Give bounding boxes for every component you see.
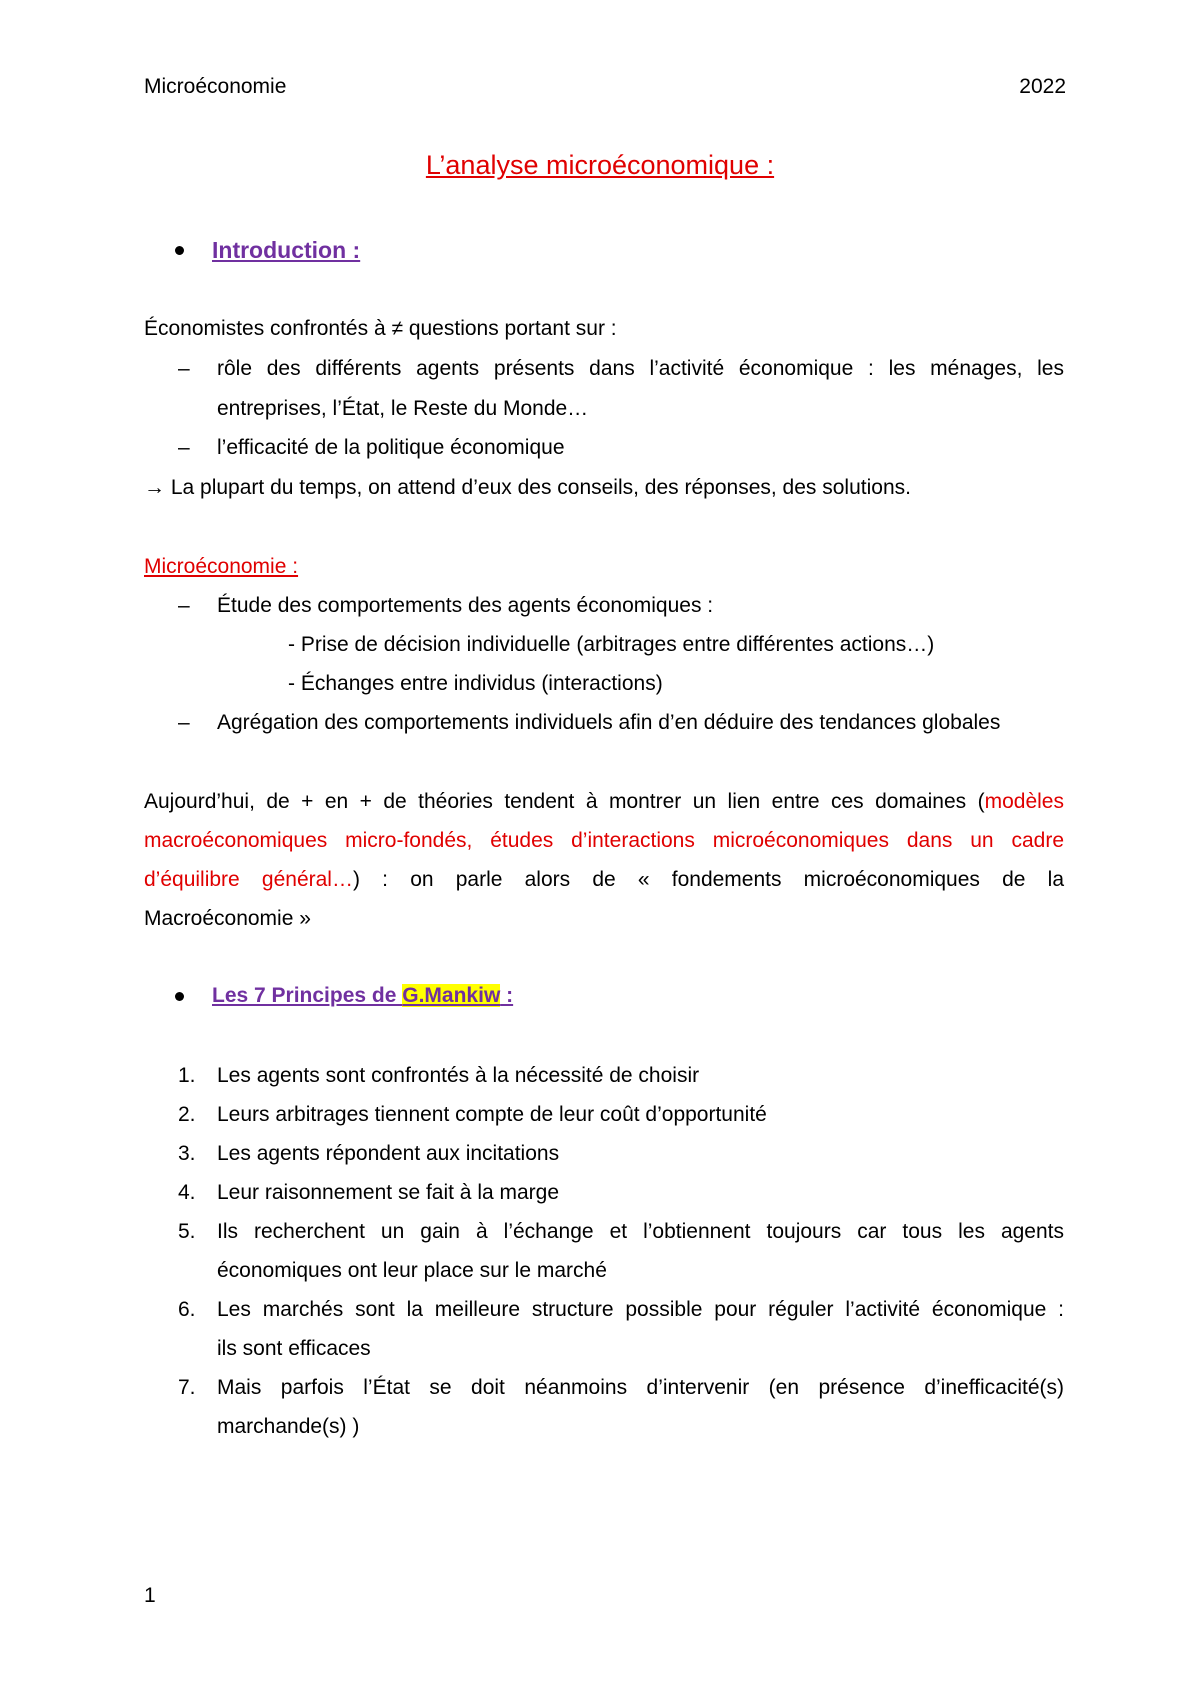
arrow-right-icon: → [144, 476, 165, 499]
header-year: 2022 [1019, 75, 1066, 98]
section-heading-principes [175, 984, 513, 1008]
bullet-icon [175, 246, 184, 255]
micro-sub-item-2: - Échanges entre individus (interactions) [288, 672, 663, 695]
dash-icon: – [178, 711, 190, 734]
intro-dash-1-line-1: rôle des différents agents présents dans l’activité économique : les ménages, les [217, 357, 1064, 380]
dash-icon: – [178, 436, 190, 459]
micro-dash-2: Agrégation des comportements individuels afin d’en déduire des tendances globales [217, 711, 1001, 734]
bullet-icon [175, 992, 184, 1001]
paragraph-text-1-red: modèles [984, 790, 1064, 813]
page-number: 1 [144, 1584, 156, 1607]
intro-dash-2: l’efficacité de la politique économique [217, 436, 565, 459]
micro-dash-1: Étude des comportements des agents économiques : [217, 594, 714, 617]
dash-icon: – [178, 357, 190, 380]
paragraph-line-1 [144, 790, 1064, 814]
paragraph-line-2: macroéconomiques micro-fondés, études d’interactions microéconomiques dans un cadre [144, 829, 1064, 852]
intro-conclusion [144, 476, 1064, 500]
mankiw-highlight: G.Mankiw [402, 984, 501, 1007]
intro-dash-1-line-2: entreprises, l’État, le Reste du Monde… [217, 397, 589, 420]
section-heading-introduction [175, 237, 360, 264]
paragraph-line-4: Macroéconomie » [144, 907, 311, 930]
introduction-heading-text: Introduction : [212, 237, 361, 263]
document-page: Microéconomie 2022 L’analyse microéconomique : Introduction : Économistes confrontés à ≠ questions portant sur : – rôle des différents agents présents dans l’activité économique : les ménages, les entreprises, l’État, le Reste du Monde… – l’efficacité de la politique économique → La plupart du temps, on attend d’eux des conseils, des réponses, des solutions. Microéconomie : – Étude des comportements des agents économiques : - Prise de décision individuelle (arbitrages entre différentes actions…) - Échanges entre individus (interactions) – Agrégation des comportements individuels afin d’en déduire des tendances globales Aujourd’hui, de + en + de théories tendent à montrer un lien entre ces domaines (modèles macroéconomiques micro-fondés, études d’interactions microéconomiques dans un cadre d’équilibre général…) : on parle alors de « fondements microéconomiques de la Macroéconomie » Les 7 Principes de G.Mankiw : 1. Les agents sont confrontés à la nécessité de choisir 2. Leurs arbitrages tiennent compte de leur coût d’opportunité 3. Les agents répondent aux incitations 4. Leur raisonnement se fait à la marge 5. Ils recherchent un gain à l’échange et l’obtiennent toujours car tous les agents économiques ont leur place sur le marché 6. Les marchés sont la meilleure structure possible pour réguler l’activité économique : ils sont efficaces 7. Mais parfois l’État se doit néanmoins d’intervenir (en présence d’inefficacité(s) marchande(s) ) 1 [0, 0, 1200, 1698]
page-title: L’analyse microéconomique : [425, 150, 775, 180]
paragraph-text-3b: ) : on parle alors de « fondements microéconomiques de la [352, 868, 1065, 891]
paragraph-line-3 [144, 868, 1064, 892]
header-subject: Microéconomie [144, 75, 287, 98]
micro-heading: Microéconomie : [144, 555, 299, 578]
intro-conclusion-text: La plupart du temps, on attend d’eux des conseils, des réponses, des solutions. [170, 476, 911, 499]
dash-icon: – [178, 594, 190, 617]
intro-lead: Économistes confrontés à ≠ questions portant sur : [144, 317, 617, 340]
micro-sub-item-1: - Prise de décision individuelle (arbitrages entre différentes actions…) [288, 633, 935, 656]
paragraph-text-1a: Aujourd’hui, de + en + de théories tendent à montrer un lien entre ces domaines ( [144, 790, 985, 813]
principes-heading-text: Les 7 Principes de G.Mankiw : [212, 984, 514, 1007]
paragraph-text-3-red: d’équilibre général… [144, 868, 353, 891]
